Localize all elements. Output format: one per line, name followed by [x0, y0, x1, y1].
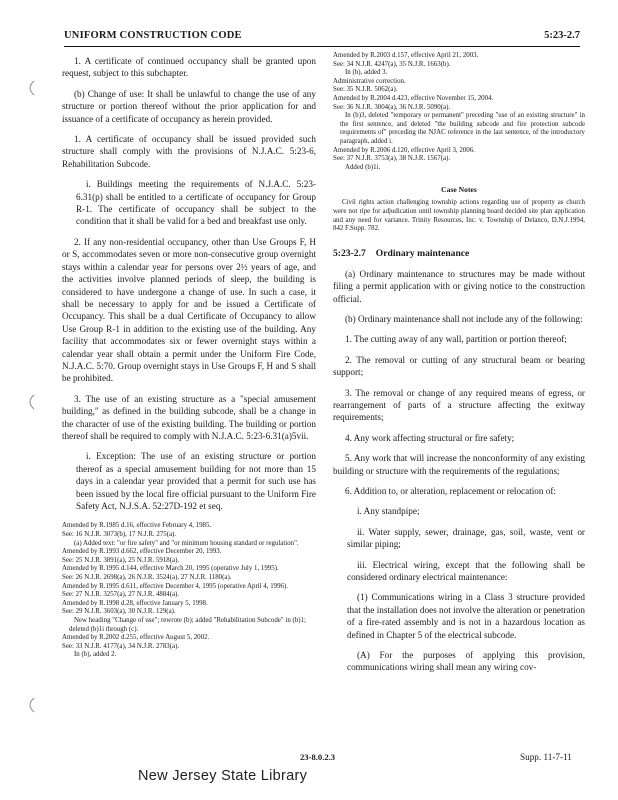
history-line: In (b), added 2. — [74, 651, 117, 659]
history-line: See: 33 N.J.R. 4177(a), 34 N.J.R. 2783(a). — [62, 642, 180, 650]
history-line: In (b), added 3. — [345, 69, 388, 77]
section-number: 5:23-2.7 — [333, 247, 366, 259]
left-column — [62, 55, 316, 660]
paragraph-b1: 1. The cutting away of any wall, partition or portion thereof; — [345, 334, 567, 345]
paragraph-b6iii-1: (1) Communications wiring in a Class 3 structure provided that the installation does not involve the alteration or penetration of a fire-rated assembly and is not in a hazardous location as defined in Chapter 5 of the electrical subcode. — [347, 592, 585, 640]
history-line: Amended by R.2002 d.255, effective August 5, 2002. — [62, 634, 210, 642]
paragraph-a1: 1. A certificate of continued occupancy shall be granted upon request, subject to this subchapter. — [62, 56, 316, 79]
history-line: Amended by R.1995 d.144, effective March 20, 1995 (operative July 1, 1995). — [62, 565, 279, 573]
page-number: 23-8.0.2.3 — [300, 752, 336, 762]
history-line: Administrative correction. — [333, 77, 406, 85]
history-line: See: 29 N.J.R. 3603(a), 30 N.J.R. 129(a). — [62, 608, 176, 616]
history-line: Amended by R.1998 d.28, effective January 5, 1998. — [62, 599, 208, 607]
history-line: See: 25 N.J.R. 3891(a), 25 N.J.R. 5918(a). — [62, 556, 180, 564]
case-notes-heading: Case Notes — [441, 185, 477, 195]
history-line: Amended by R.1995 d.611, effective December 4, 1995 (operative April 4, 1996). — [62, 582, 288, 590]
history-line: Amended by R.2006 d.120, effective April 3, 2006. — [333, 146, 475, 154]
paragraph-b6i: i. Any standpipe; — [357, 506, 420, 517]
history-line: Amended by R.2004 d.423, effective November 15, 2004. — [333, 94, 494, 102]
history-line: New heading "Change of use"; rewrote (b); added "Rehabilitation Subcode" in (b)1; deleted (b)1i through (c). — [69, 616, 306, 633]
paragraph-a: (a) Ordinary maintenance to structures may be made without filing a permit application with or giving notice to the construction official. — [333, 268, 585, 304]
chapter-title: UNIFORM CONSTRUCTION CODE — [64, 30, 242, 41]
paragraph-b2: 2. The removal or cutting of any structural beam or bearing support; — [333, 354, 585, 378]
history-line: See: 34 N.J.R. 4247(a), 35 N.J.R. 1663(b). — [333, 60, 451, 68]
history-notes — [333, 52, 585, 172]
history-line: See: 27 N.J.R. 3257(a), 27 N.J.R. 4884(a). — [62, 591, 180, 599]
history-line: See: 36 N.J.R. 3004(a), 36 N.J.R. 5090(a). — [333, 103, 451, 111]
history-line: Added (b)1i. — [345, 163, 381, 171]
paragraph-b1: 1. A certificate of occupancy shall be issued provided such structure shall comply with the provisions of N.J.A.C. 5:23-6, Rehabilitation Subcode. — [62, 134, 316, 169]
paragraph-b: (b) Ordinary maintenance shall not include any of the following: — [345, 313, 583, 324]
paragraph-b6iii: iii. Electrical wiring, except that the following shall be considered ordinary electrical maintenance: — [347, 559, 585, 582]
section-heading — [333, 248, 585, 259]
binding-mark-icon — [20, 392, 40, 412]
paragraph-b3: 3. The removal or change of any required means of egress, or rearrangement of parts of a structure affecting the exitway requirements; — [333, 387, 585, 423]
paragraph-b4: 4. Any work affecting structural or fire safety; — [345, 432, 515, 443]
paragraph-b3i: i. Exception: The use of an existing structure or portion thereof as a special amusement building for not more than 15 days in a calendar year provided that a permit for such use has been issued by the local fire official pursuant to the Uniform Fire Safety Act, N.J.S.A. 52:27D-192 et seq. — [76, 451, 316, 511]
paragraph-b3: 3. The use of an existing structure as a "special amusement building," as defined in the building subcode, shall be a change in the character of use of the existing building. The building or portion thereof shall be required to comply with N.J.A.C. 5:23-6.31(a)5vii. — [62, 393, 316, 441]
paragraph-b: (b) Change of use: It shall be unlawful to change the use of any structure or portion thereof without the prior application for and issuance of a certificate of occupancy as herein provided. — [62, 88, 316, 124]
history-line: See: 37 N.J.R. 3753(a), 38 N.J.R. 1567(a). — [333, 155, 451, 163]
paragraph-b1i: i. Buildings meeting the requirements of N.J.A.C. 5:23-6.31(p) shall be entitled to a certificate of occupancy for Group R-1. The certificate of occupancy shall be subject to the condition that it shall be valid for a bed and breakfast use only. — [76, 179, 316, 227]
history-line: Amended by R.2003 d.157, effective April 21, 2003. — [333, 52, 479, 59]
history-line: See: 35 N.J.R. 5062(a). — [333, 86, 398, 94]
section-reference: 5:23-2.7 — [544, 30, 580, 41]
running-header — [64, 30, 580, 47]
paragraph-b5: 5. Any work that will increase the nonconformity of any existing building or structure with the requirements of the regulations; — [333, 453, 585, 476]
history-notes — [62, 522, 316, 660]
history-line: Amended by R.1985 d.16, effective February 4, 1985. — [62, 522, 212, 530]
history-line: Amended by R.1993 d.662, effective December 20, 1993. — [62, 548, 222, 556]
paragraph-b2: 2. If any non-residential occupancy, other than Use Groups F, H or S, accommodates seven or more non-consecutive group overnight stays within a calendar year for persons over 2½ years of age, and the activities involve planned periods of sleep, the building is considered to have undergone a change of use. In such a case, it shall be necessary to apply for and be issued a Certificate of Occupancy. This shall be a dual Certificate of Occupancy to allow Use Group R-1 in addition to the existing use of the building. Any facility that accommodates six or fewer overnight stays within a calendar year shall obtain a permit under the Uniform Fire Code, N.J.A.C. 5:70. Group overnight stays in Use Groups F, H and S shall be prohibited. — [62, 236, 316, 384]
right-column — [333, 52, 585, 674]
paragraph-b6ii: ii. Water supply, sewer, drainage, gas, soil, waste, vent or similar piping; — [347, 526, 585, 550]
binding-mark-icon — [20, 695, 40, 715]
paragraph-b6: 6. Addition to, or alteration, replacement or relocation of: — [345, 485, 556, 496]
supplement-date: Supp. 11-7-11 — [520, 752, 572, 762]
history-line: See: 26 N.J.R. 2698(a), 26 N.J.R. 3524(a), 27 N.J.R. 1180(a). — [62, 573, 232, 581]
paragraph-b6iii-1A: (A) For the purposes of applying this provision, communications wiring shall mean any wiring cov- — [347, 650, 585, 673]
history-line: (a) Added text: "or fire safety" and "or minimum housing standard or regulation". — [74, 539, 299, 547]
history-line: See: 16 N.J.R. 3073(b), 17 N.J.R. 275(a). — [62, 531, 177, 538]
case-note: Civil rights action challenging township actions regarding use of property as church were not ripe for adjudication until township planning board decided site plan application and any need for variance. Trinity Resources, Inc. v. Township of Delanco, D.N.J.1994, 842 F.Supp. 782. — [333, 199, 585, 233]
history-line: In (b)3, deleted "temporary or permanent" preceding "use of an existing structure" in the first sentence, and deleted "the building subcode and fire protection subcode requirements of" preceding the NJAC reference in the last sentence, of the introductory paragraph, added i. — [340, 112, 585, 145]
library-stamp: New Jersey State Library — [138, 768, 308, 784]
section-title: Ordinary maintenance — [375, 247, 470, 259]
binding-mark-icon — [20, 78, 40, 98]
